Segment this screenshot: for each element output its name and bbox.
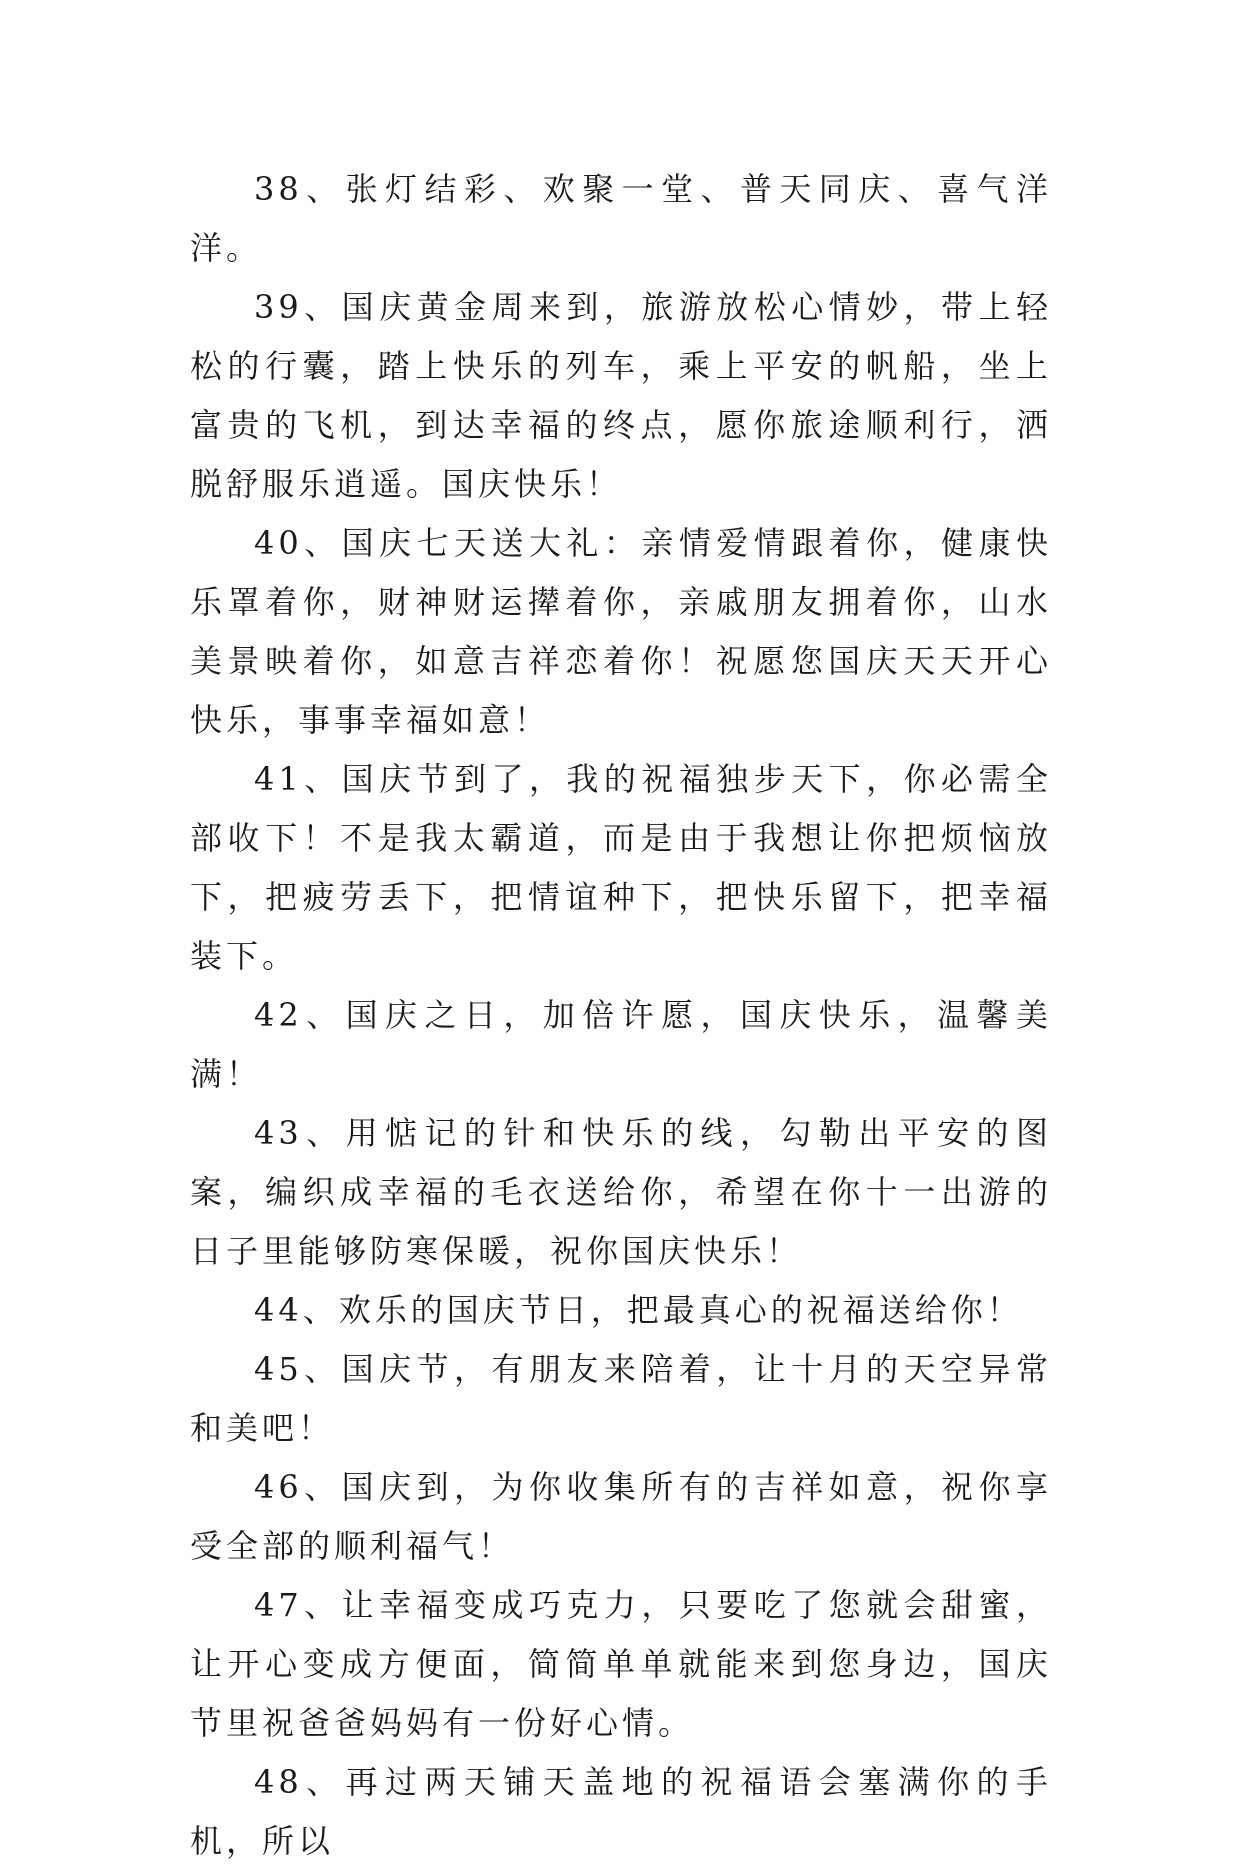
- paragraph-41: 41、国庆节到了，我的祝福独步天下，你必需全部收下！不是我太霸道，而是由于我想让你把烦恼放下，把疲劳丢下，把情谊种下，把快乐留下，把幸福装下。: [190, 760, 1052, 975]
- paragraph-40: 40、国庆七天送大礼：亲情爱情跟着你，健康快乐罩着你，财神财运撵着你，亲戚朋友拥着你，山水美景映着你，如意吉祥恋着你！祝愿您国庆天天开心快乐，事事幸福如意！: [190, 524, 1052, 739]
- document-body: [190, 160, 1052, 1871]
- paragraph-43: 43、用惦记的针和快乐的线，勾勒出平安的图案，编织成幸福的毛衣送给你，希望在你十一出游的日子里能够防寒保暖，祝你国庆快乐！: [190, 1114, 1052, 1270]
- paragraph-44: 44、欢乐的国庆节日，把最真心的祝福送给你！: [254, 1291, 1023, 1329]
- paragraph-39: 39、国庆黄金周来到，旅游放松心情妙，带上轻松的行囊，踏上快乐的列车，乘上平安的帆船，坐上富贵的飞机，到达幸福的终点，愿你旅途顺利行，洒脱舒服乐逍遥。国庆快乐！: [190, 288, 1052, 503]
- paragraph-38: 38、张灯结彩、欢聚一堂、普天同庆、喜气洋洋。: [190, 170, 1052, 267]
- paragraph-42: 42、国庆之日，加倍许愿，国庆快乐，温馨美满！: [190, 996, 1052, 1093]
- paragraph-48: 48、再过两天铺天盖地的祝福语会塞满你的手机，所以: [190, 1763, 1052, 1860]
- paragraph-47: 47、让幸福变成巧克力，只要吃了您就会甜蜜，让开心变成方便面，简简单单就能来到您身边，国庆节里祝爸爸妈妈有一份好心情。: [190, 1586, 1052, 1742]
- paragraph-46: 46、国庆到，为你收集所有的吉祥如意，祝你享受全部的顺利福气！: [190, 1468, 1052, 1565]
- paragraph-45: 45、国庆节，有朋友来陪着，让十月的天空异常和美吧！: [190, 1350, 1052, 1447]
